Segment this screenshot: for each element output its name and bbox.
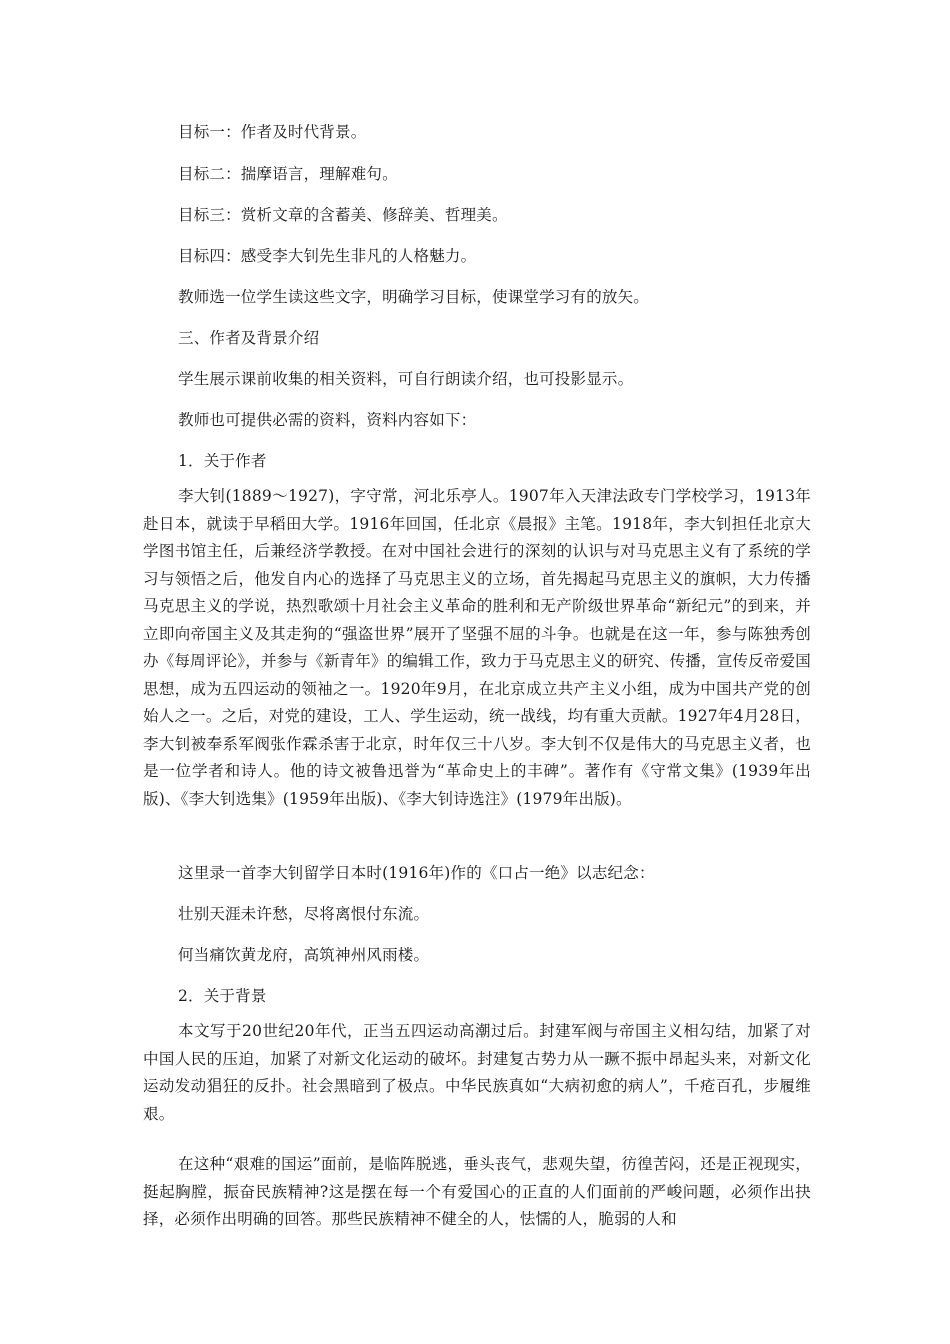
goal-four: 目标四：感受李大钊先生非凡的人格魅力。 xyxy=(178,247,477,265)
poem-introduction: 这里录一首李大钊留学日本时(1916年)作的《口占一绝》以志纪念： xyxy=(178,864,655,882)
about-author-paragraph: 李大钊(1889～1927)，字守常，河北乐亭人。1907年入天津法政专门学校学习，1913年赴日本，就读于早稻田大学。1916年回国，任北京《晨报》主笔。1918年，李大钊担任北京大学图书馆主任，后兼经济学教授。在对中国社会进行的深刻的认识与对马克思主义有了系统的学习与领悟之后，他发自内心的选择了马克思主义的立场，首先揭起马克思主义的旗帜，大力传播马克思主义的学说，热烈歌颂十月社会主义革命的胜利和无产阶级世界革命“新纪元”的到来，并立即向帝国主义及其走狗的“强盗世界”展开了坚强不屈的斗争。也就是在这一年，参与陈独秀创办《每周评论》，并参与《新青年》的编辑工作，致力于马克思主义的研究、传播，宣传反帝爱国思想，成为五四运动的领袖之一。1920年9月，在北京成立共产主义小组，成为中国共产党的创始人之一。之后，对党的建设，工人、学生运动，统一战线，均有重大贡献。1927年4月28日，李大钊被奉系军阀张作霖杀害于北京，时年仅三十八岁。李大钊不仅是伟大的马克思主义者，也是一位学者和诗人。他的诗文被鲁迅誉为“革命史上的丰碑”。著作有《守常文集》(1939年出版)、《李大钊选集》(1959年出版)、《李大钊诗选注》(1979年出版)。 xyxy=(143,487,811,808)
goal-two: 目标二：揣摩语言，理解难句。 xyxy=(178,165,398,183)
poem-line-two: 何当痛饮黄龙府，高筑神州风雨楼。 xyxy=(178,946,430,964)
hardship-paragraph: 在这种“艰难的国运”面前，是临阵脱逃，垂头丧气，悲观失望，彷徨苦闷，还是正视现实，挺起胸膛，振奋民族精神?这是摆在每一个有爱国心的正直的人们面前的严峻问题，必须作出抉择，必须作出明确的回答。那些民族精神不健全的人，怯懦的人，脆弱的人和 xyxy=(143,1155,811,1228)
about-background-heading: 2．关于背景 xyxy=(178,987,267,1005)
goal-three: 目标三：赏析文章的含蓄美、修辞美、哲理美。 xyxy=(178,206,508,224)
teacher-materials-note: 教师也可提供必需的资料，资料内容如下： xyxy=(178,411,477,429)
about-background-paragraph: 本文写于20世纪20年代，正当五四运动高潮过后。封建军阀与帝国主义相勾结，加紧了对中国人民的压迫，加紧了对新文化运动的破坏。封建复古势力从一蹶不振中昂起头来，对新文化运动发动猖狂的反扑。社会黑暗到了极点。中华民族真如“大病初愈的病人”，千疮百孔，步履维艰。 xyxy=(143,1022,811,1123)
about-author-heading: 1．关于作者 xyxy=(178,452,267,470)
section-heading: 三、作者及背景介绍 xyxy=(178,329,320,347)
student-presentation-note: 学生展示课前收集的相关资料，可自行朗读介绍，也可投影显示。 xyxy=(178,370,634,388)
goal-one: 目标一：作者及时代背景。 xyxy=(178,123,367,141)
teacher-instruction: 教师选一位学生读这些文字，明确学习目标，使课堂学习有的放矢。 xyxy=(178,288,650,306)
poem-line-one: 壮别天涯未许愁，尽将离恨付东流。 xyxy=(178,905,430,923)
